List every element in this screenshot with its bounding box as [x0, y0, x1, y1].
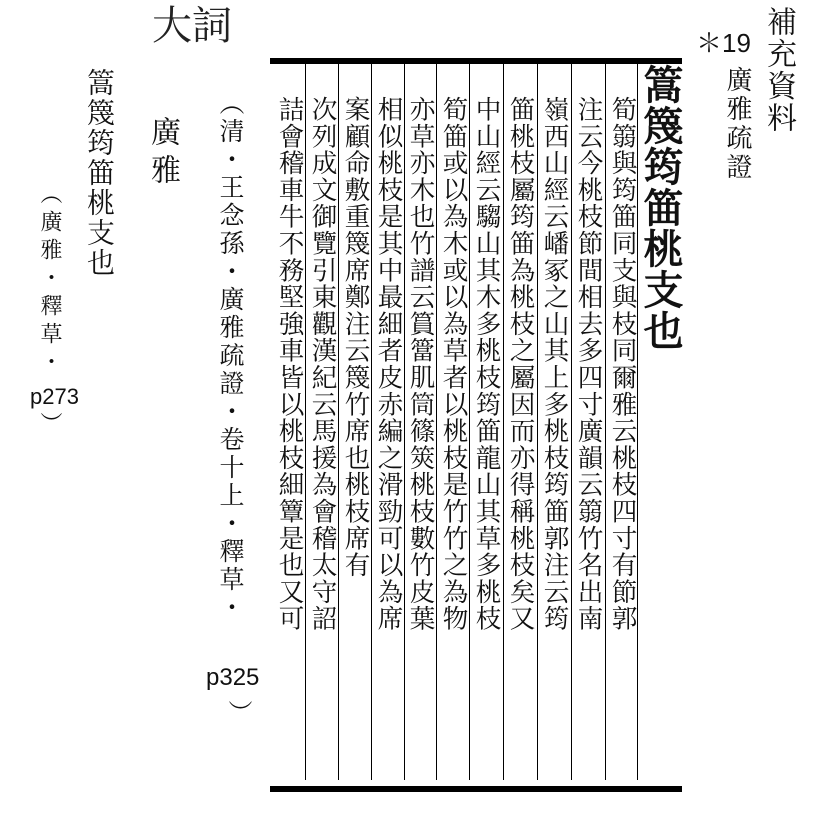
text-column: 詰會稽車牛不務堅強車皆以桃枝細簟是也又可	[274, 96, 305, 632]
supplement-book-title: 廣雅疏證	[722, 66, 752, 182]
column-rule	[503, 64, 504, 780]
text-column: 次列成文御覽引東觀漢紀云馬援為會稽太守詔	[307, 96, 338, 632]
column-rule	[537, 64, 538, 780]
column-rule	[338, 64, 339, 780]
citation-page: p325	[206, 664, 260, 691]
text-column: 亦草亦木也竹譜云篔簹肌筒篠筴桃枝數竹皮葉	[405, 96, 436, 632]
column-rule	[305, 64, 306, 780]
left-book-title: 廣雅	[145, 116, 180, 192]
text-column: 筍筁或以為木或以為草者以桃枝是竹竹之為物	[438, 96, 469, 632]
passage-heading: 篙篾筠筁桃支也	[637, 64, 684, 351]
left-citation-close: ）	[37, 412, 62, 434]
source-citation: （清・王念孫・廣雅疏證・卷十上・釋草・	[216, 90, 245, 622]
column-rule	[605, 64, 606, 780]
column-rule	[571, 64, 572, 780]
text-column: 嶺西山經云嶓冢之山其上多桃枝筠筁郭注云筠	[539, 96, 570, 632]
text-column: 案顧命敷重篾席鄭注云篾竹席也桃枝席有	[340, 96, 371, 579]
text-column: 中山經云騶山其木多桃枝筠筁龍山其草多桃枝	[471, 96, 502, 632]
left-entry-heading: 篙篾筠筁桃支也	[83, 68, 116, 278]
citation-close-paren: ）	[224, 700, 252, 724]
column-rule	[404, 64, 405, 780]
handwritten-mark: 大詞	[152, 3, 232, 49]
column-rule	[436, 64, 437, 780]
text-column: 注云今桃枝節間相去多四寸廣韻云篛竹名出南	[573, 96, 604, 632]
left-citation: （廣雅・釋草・	[37, 182, 62, 378]
left-citation-page: p273	[30, 384, 79, 409]
text-column: 筁桃枝屬筠筁為桃枝之屬因而亦得稱桃枝矣又	[505, 96, 536, 632]
text-column: 筍篛與筠筁同支與枝同爾雅云桃枝四寸有節郭	[607, 96, 638, 632]
column-rule	[469, 64, 470, 780]
text-column: 相似桃枝是其中最細者皮赤編之滑勁可以為席	[373, 96, 404, 632]
column-rule	[371, 64, 372, 780]
supplement-number: ＊19	[696, 28, 751, 58]
supplement-title: 補充資料	[761, 6, 796, 134]
